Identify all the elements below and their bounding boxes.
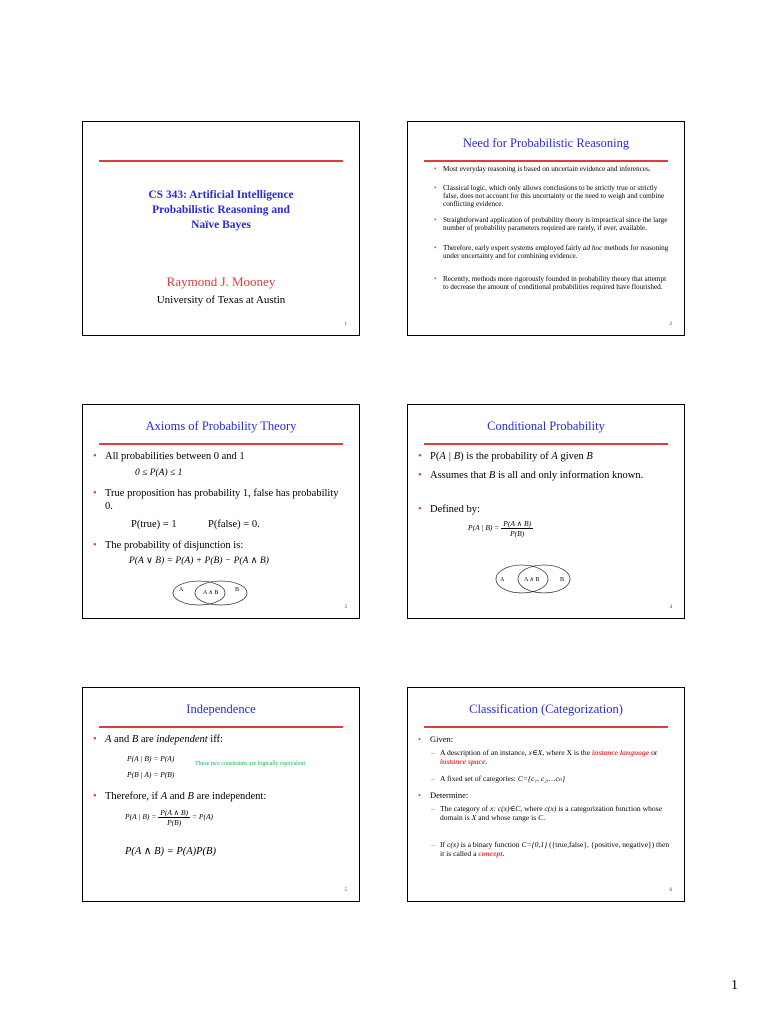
bullet-emphasis: ad hoc [582,244,603,252]
sub-bullet-emphasis: C={0,1} [521,840,548,849]
bullet-text: and [114,734,130,745]
slide-title: Conditional Probability [487,419,605,433]
sub-bullet-item: – A description of an instance, x∈X, where X is the instance language or instance space. [431,748,658,766]
venn-label-ab: A ∧ B [203,590,219,596]
course-title-line: CS 343: Artificial Intelligence [148,189,294,201]
bullet-text: The probability of disjunction is: [105,540,244,551]
slide-title: Independence [186,702,256,716]
equivalence-note: These two constraints are logically equivalent [195,761,306,767]
equation [125,808,213,827]
bullet-emphasis: A [160,791,168,802]
bullet-item: • All probabilities between 0 and 1 [93,451,245,462]
slide-3 [82,404,360,619]
venn-label-a: A [500,577,505,583]
title-rule [99,443,343,445]
sub-bullet-emphasis: x∈X [528,748,543,757]
bullet-item: • Defined by: [418,504,480,515]
equation: P(B | A) = P(B) [127,770,175,779]
highlight-term: concept [478,849,503,858]
bullet-emphasis: independent [156,734,208,745]
fraction-denominator: P(B) [510,529,525,538]
slide-6 [407,687,685,902]
slide-number: 3 [344,605,347,610]
slide-title: Axioms of Probability Theory [145,419,297,433]
equation [468,519,533,538]
sub-bullet-text: . [502,849,505,858]
sub-bullet-text: A fixed set of categories: [440,774,516,783]
bullet-item: • Assumes that B is all and only information known. [418,470,644,481]
equation-lhs: P(A | B) = [125,812,157,822]
bullet-item: • Classical logic, which only allows conclusions to be strictly true or strictly false, does not account for this uncertainty or the need to weigh and combine conflicting evidence. [434,184,665,209]
bullet-item: • Therefore, early expert systems employed fairly ad hoc methods for reasoning under uncertainty and for combining evidence. [434,244,669,261]
bullet-text: is all and only information known. [497,470,644,481]
bullet-item: • Therefore, if A and B are independent: [93,791,267,802]
slide-title: Classification (Categorization) [469,702,623,716]
title-rule [99,726,343,728]
equation-rhs: = P(A) [191,812,214,822]
slide-5 [82,687,360,902]
slide-number: 1 [344,322,347,327]
bullet-emphasis: B [187,791,194,802]
bullet-item: • Recently, methods more rigorously founded in probability theory that attempt to decrease the amount of conditional probabilities required have flourished. [434,275,667,292]
sub-bullet-text: The category of [440,804,489,813]
equation: 0 ≤ P(A) ≤ 1 [135,468,183,478]
sub-bullet-emphasis: C [538,813,544,822]
bullet-text: given [560,451,584,462]
bullet-text: iff: [210,734,223,745]
equation: P(A ∨ B) = P(A) + P(B) − P(A ∧ B) [129,556,269,566]
equation: P(A | B) = P(A) [127,754,175,763]
course-title-line: Probabilistic Reasoning and [152,204,290,216]
title-rule [424,443,668,445]
equation: P(true) = 1 [131,519,177,530]
bullet-text: Therefore, early expert systems employed fairly [443,244,582,252]
bullet-text: Determine: [430,790,469,800]
sub-bullet-text: and whose range is [478,813,537,822]
sub-bullet-text: . [543,813,546,822]
equation-lhs: P(A | B) = [468,523,500,533]
bullet-text: ) is the probability of [460,451,549,462]
equation: P(A ∧ B) = P(A)P(B) [125,846,216,857]
venn-diagram [494,563,574,595]
bullet-text: Classical logic, which only allows conclusions to be strictly true or strictly false, does not account for this uncertainty or the need to weigh and combine conflicting evidence. [443,184,665,209]
slide-title: Need for Probabilistic Reasoning [462,136,630,150]
bullet-item: • The probability of disjunction is: [93,540,244,551]
sub-bullet-item: – The category of x: c(x)∈C, where c(x) is a categorization function whose domain is X and whose range is C. [431,804,663,822]
bullet-emphasis: A [551,451,558,462]
fraction-numerator: P(A ∧ B) [503,519,532,528]
venn-label-b: B [560,577,565,583]
equation-fraction [158,808,190,827]
course-title [83,188,359,233]
bullet-emphasis: B [131,734,139,745]
bullet-text: are [140,734,154,745]
title-rule [99,160,343,162]
slide-number: 2 [669,322,672,327]
course-title-line: Naïve Bayes [191,219,251,231]
sub-bullet-text: . [485,757,488,766]
bullet-item: • Straightforward application of probability theory is impractical since the large number of probability parameters required are rarely, if ever, available. [434,216,668,233]
slide-4 [407,404,685,619]
sub-bullet-emphasis: : c(x)∈C [493,804,521,813]
author-name: Raymond J. Mooney [166,274,276,289]
equation-fraction [501,519,533,538]
bullet-text: True proposition has probability 1, false has probability 0. [105,488,339,512]
fraction-denominator: P(B) [167,818,182,827]
title-rule [424,726,668,728]
slide-number: 6 [669,888,672,893]
bullet-text: P( [430,451,440,462]
sub-bullet-text: , where X is the [542,748,591,757]
sub-bullet-item: – If c(x) is a binary function C={0,1} ({true,false}, {positive, negative}) then it is called a concept. [431,840,670,858]
bullet-item: • P(A | B) is the probability of A given B [418,451,593,462]
bullet-text: All probabilities between 0 and 1 [105,451,245,462]
sub-bullet-item: – A fixed set of categories: C={c₁, c₂,…cₙ} [431,774,566,783]
sub-bullet-emphasis: C={c₁, c₂,…cₙ} [517,774,566,783]
venn-diagram [171,579,251,607]
bullet-item: • True proposition has probability 1, false has probability 0. [93,488,339,512]
sub-bullet-text: ({true,false}, {positive, negative}) then it is called a [440,840,670,858]
venn-label-ab: A ∧ B [524,577,540,583]
title-rule [424,160,668,162]
sub-bullet-text: A description of an instance, [440,748,527,757]
bullet-text: Assumes that [430,470,487,481]
bullet-text: Straightforward application of probability theory is impractical since the large number of probability parameters required are rarely, if ever, available. [443,216,668,233]
venn-label-b: B [235,587,240,593]
affiliation: University of Texas at Austin [156,294,286,306]
bullet-text: methods for reasoning under uncertainty and for combining evidence. [443,244,669,261]
sub-bullet-emphasis: c(x) [446,840,459,849]
highlight-term: instance language [592,748,650,757]
slide-number: 5 [344,888,347,893]
slide-number: 4 [669,605,672,610]
bullet-item: • Determine: [418,790,469,800]
bullet-item: • Given: [418,734,454,744]
sub-bullet-text: is a binary function [460,840,520,849]
highlight-term: instance space [440,757,486,766]
bullet-text: Most everyday reasoning is based on uncertain evidence and inferences. [443,165,651,173]
bullet-emphasis: B [586,451,593,462]
bullet-emphasis: A | B [439,451,461,462]
sub-bullet-emphasis: X [471,813,477,822]
bullet-text: and [169,791,185,802]
bullet-text: Recently, methods more rigorously founded in probability theory that attempt to decrease the amount of conditional probabilities required have flourished. [443,275,667,292]
bullet-text: Therefore, if [105,791,159,802]
fraction-numerator: P(A ∧ B) [160,808,189,817]
sub-bullet-emphasis: c(x) [544,804,557,813]
slide-1 [82,121,360,336]
venn-label-a: A [179,587,184,593]
bullet-item: • Most everyday reasoning is based on uncertain evidence and inferences. [434,165,651,173]
sub-bullet-emphasis: x [489,804,494,813]
bullet-emphasis: A [105,734,112,745]
slide-2 [407,121,685,336]
equation: P(false) = 0. [208,519,260,530]
bullet-text: are independent: [196,791,267,802]
bullet-item: • A and B are independent iff: [93,734,223,745]
bullet-text: Given: [430,734,454,744]
sub-bullet-text: is a categorization function whose domain is [440,804,663,822]
page-number: 1 [731,978,738,993]
bullet-emphasis: B [488,470,496,481]
bullet-text: Defined by: [430,504,480,515]
sub-bullet-text: , where [520,804,543,813]
sub-bullet-text: or [651,748,658,757]
sub-bullet-text: If [440,840,446,849]
